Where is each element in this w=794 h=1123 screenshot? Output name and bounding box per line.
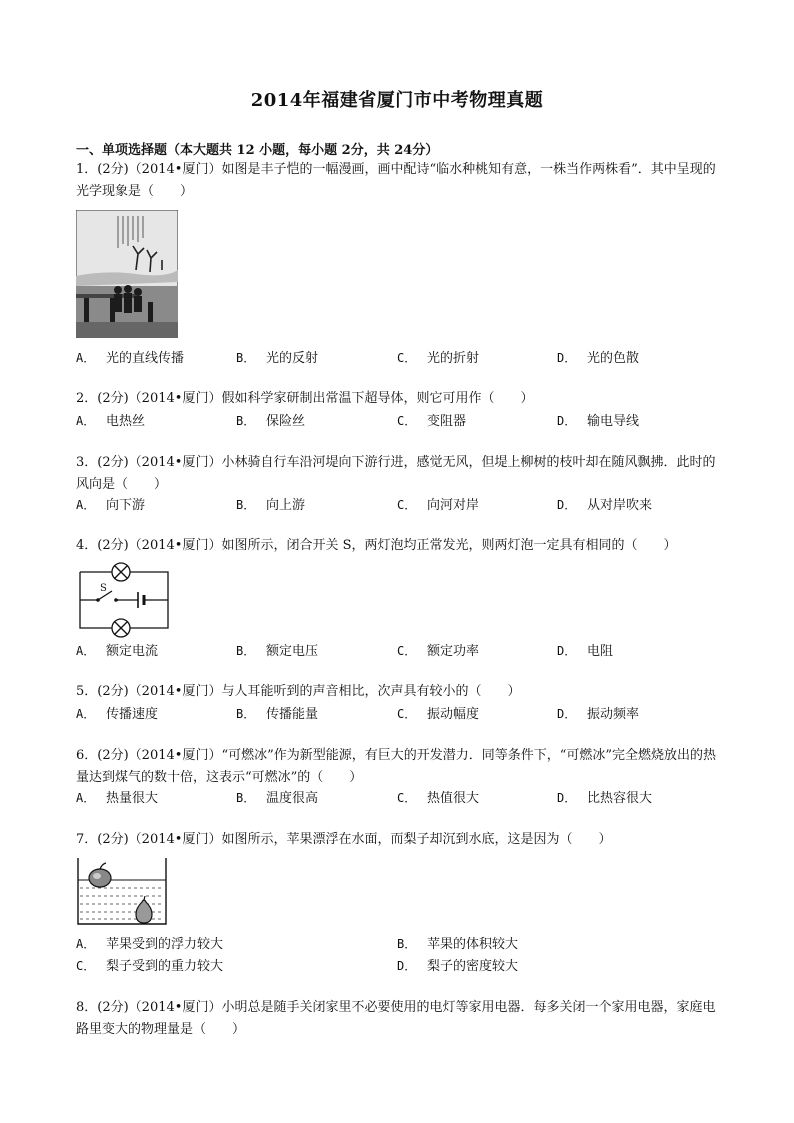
option-c[interactable]: C． 热值很大 [397,791,480,806]
option-a[interactable]: A． 热量很大 [76,791,159,806]
option-a[interactable]: A． 苹果受到的浮力较大 [76,937,224,952]
options-q7-row2 [76,955,721,977]
option-a[interactable]: A． 传播速度 [76,707,159,722]
option-d[interactable]: D． 比热容很大 [557,791,653,806]
options-q4 [76,640,721,662]
pear-icon [136,896,152,923]
option-a[interactable]: A． 额定电流 [76,644,159,659]
option-c[interactable]: C． 光的折射 [397,351,480,366]
question-1: 1．(2分)（2014•厦门）如图是丰子恺的一幅漫画，画中配诗“临水种桃知有意，一株当作两株看”．其中呈现的光学现象是（ ） [76,162,716,199]
section-heading: 一、单项选择题（本大题共 12 小题，每小题 2分，共 24分） [76,143,439,158]
question-4: 4．(2分)（2014•厦门）如图所示，闭合开关 S，两灯泡均正常发光，则两灯泡一定具有相同的（ ） [76,538,677,553]
option-b[interactable]: B． 光的反射 [236,351,319,366]
option-c[interactable]: C． 额定功率 [397,644,480,659]
options-q6 [76,787,721,809]
options-q1 [76,347,721,369]
question-5: 5．(2分)（2014•厦门）与人耳能听到的声音相比，次声具有较小的（ ） [76,684,521,699]
option-d[interactable]: D． 输电导线 [557,414,640,429]
option-b[interactable]: B． 传播能量 [236,707,319,722]
option-c[interactable]: C． 向河对岸 [397,498,480,513]
comic-image [76,210,178,338]
option-d[interactable]: D． 电阻 [557,644,614,659]
option-d[interactable]: D． 光的色散 [557,351,640,366]
option-b[interactable]: B． 向上游 [236,498,306,513]
option-b[interactable]: B． 保险丝 [236,414,306,429]
switch-label: S [100,583,107,594]
option-b[interactable]: B． 额定电压 [236,644,319,659]
question-3: 3．(2分)（2014•厦门）小林骑自行车沿河堤向下游行进，感觉无风，但堤上柳树的枝叶却在随风飘拂．此时的风向是（ ） [76,455,716,492]
option-c[interactable]: C． 振动幅度 [397,707,480,722]
question-8: 8．(2分)（2014•厦门）小明总是随手关闭家里不必要使用的电灯等家用电器．每多关闭一个家用电器，家庭电路里变大的物理量是（ ） [76,1000,716,1037]
option-a[interactable]: A． 向下游 [76,498,146,513]
apple-icon [89,863,111,887]
option-c[interactable]: C． 梨子受到的重力较大 [76,959,224,974]
options-q2 [76,410,721,432]
option-a[interactable]: A． 电热丝 [76,414,146,429]
option-a[interactable]: A． 光的直线传播 [76,351,185,366]
option-d[interactable]: D． 梨子的密度较大 [397,959,519,974]
option-c[interactable]: C． 变阻器 [397,414,467,429]
options-q5 [76,703,721,725]
question-6: 6．(2分)（2014•厦门）“可燃冰”作为新型能源，有巨大的开发潜力．同等条件下，“可燃冰”完全燃烧放出的热量达到煤气的数十倍，这表示“可燃冰”的（ ） [76,748,717,785]
question-7: 7．(2分)（2014•厦门）如图所示，苹果漂浮在水面，而梨子却沉到水底，这是因为（ ） [76,832,612,847]
option-d[interactable]: D． 从对岸吹来 [557,498,653,513]
page-title: 2014年福建省厦门市中考物理真题 [250,90,544,111]
circuit-diagram [76,562,172,638]
option-b[interactable]: B． 温度很高 [236,791,319,806]
options-q7-row1 [76,933,721,955]
option-b[interactable]: B． 苹果的体积较大 [397,937,519,952]
beaker-diagram [76,856,168,926]
question-2: 2．(2分)（2014•厦门）假如科学家研制出常温下超导体，则它可用作（ ） [76,391,534,406]
options-q3 [76,494,721,516]
option-d[interactable]: D． 振动频率 [557,707,640,722]
